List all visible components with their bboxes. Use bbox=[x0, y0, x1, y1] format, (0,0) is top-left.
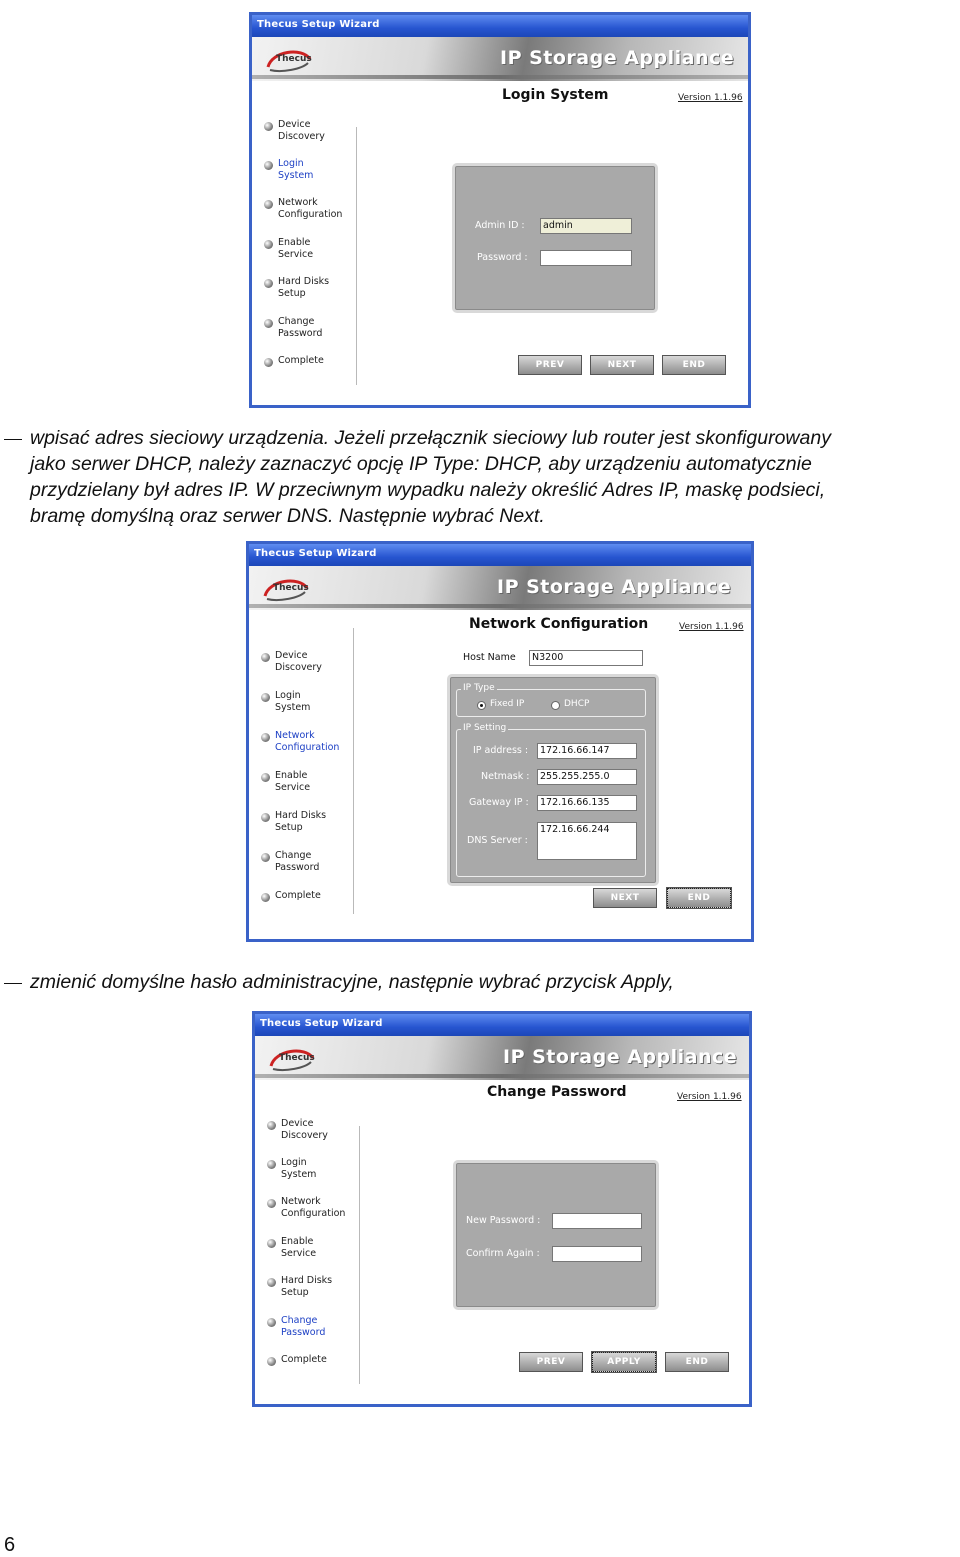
version-link[interactable]: Version 1.1.96 bbox=[678, 93, 743, 103]
paragraph-1 bbox=[30, 425, 960, 529]
version-link[interactable]: Version 1.1.96 bbox=[679, 622, 744, 632]
sidebar-item-hard-disks-setup[interactable]: Hard Disks Setup bbox=[261, 810, 361, 838]
password-wizard-window bbox=[252, 1011, 752, 1407]
dns-server-input[interactable]: 172.16.66.244 bbox=[537, 822, 637, 860]
netmask-label: Netmask : bbox=[481, 771, 530, 782]
bullet-icon bbox=[261, 653, 270, 662]
password-panel bbox=[453, 1160, 659, 1310]
bullet-icon bbox=[264, 279, 273, 288]
paragraph-1-line-1: wpisać adres sieciowy urządzenia. Jeżeli przełącznik sieciowy lub router jest skonfigurowany bbox=[30, 427, 831, 449]
next-button[interactable]: NEXT bbox=[593, 888, 657, 908]
bullet-icon bbox=[264, 161, 273, 170]
ip-setting-group bbox=[456, 723, 646, 877]
sidebar-item-change-password[interactable]: Change Password bbox=[267, 1315, 367, 1343]
page-title: Network Configuration bbox=[469, 616, 649, 632]
bullet-icon bbox=[261, 893, 270, 902]
sidebar-item-device-discovery[interactable]: Device Discovery bbox=[261, 650, 361, 678]
bullet-icon bbox=[267, 1121, 276, 1130]
end-button[interactable]: END bbox=[662, 355, 726, 375]
window-title: Thecus Setup Wizard bbox=[257, 19, 380, 30]
bullet-icon bbox=[267, 1357, 276, 1366]
sidebar-item-login-system[interactable]: Login System bbox=[267, 1157, 367, 1185]
title-bar bbox=[255, 1014, 749, 1036]
end-button[interactable]: END bbox=[667, 888, 731, 908]
gateway-ip-label: Gateway IP : bbox=[469, 797, 529, 808]
sidebar-divider bbox=[356, 127, 357, 385]
list-dash bbox=[4, 439, 22, 440]
sidebar-item-enable-service[interactable]: Enable Service bbox=[261, 770, 361, 798]
ip-type-label: IP Type bbox=[463, 683, 495, 693]
bullet-icon bbox=[261, 813, 270, 822]
password-input[interactable] bbox=[540, 250, 632, 266]
gateway-ip-input[interactable]: 172.16.66.135 bbox=[537, 795, 637, 811]
product-name: IP Storage Appliance bbox=[503, 1046, 738, 1068]
paragraph-1-line-2: jako serwer DHCP, należy zaznaczyć opcję IP Type: DHCP, aby urządzeniu automatycznie bbox=[30, 453, 812, 475]
bullet-icon bbox=[264, 122, 273, 131]
bullet-icon bbox=[264, 240, 273, 249]
confirm-again-label: Confirm Again : bbox=[466, 1248, 540, 1259]
bullet-icon bbox=[267, 1199, 276, 1208]
fixed-ip-label: Fixed IP bbox=[490, 699, 525, 709]
bullet-icon bbox=[264, 319, 273, 328]
bullet-icon bbox=[261, 693, 270, 702]
sidebar-item-enable-service[interactable]: Enable Service bbox=[267, 1236, 367, 1264]
network-panel bbox=[447, 674, 659, 886]
apply-button[interactable]: APPLY bbox=[592, 1352, 656, 1372]
version-link[interactable]: Version 1.1.96 bbox=[677, 1092, 742, 1102]
list-dash bbox=[4, 983, 22, 984]
sidebar-item-enable-service[interactable]: Enable Service bbox=[264, 237, 364, 265]
new-password-label: New Password : bbox=[466, 1215, 541, 1226]
bullet-icon bbox=[264, 200, 273, 209]
host-name-input[interactable]: N3200 bbox=[529, 650, 643, 666]
host-name-label: Host Name bbox=[463, 652, 516, 663]
login-wizard-window bbox=[249, 12, 751, 408]
sidebar-item-network-configuration[interactable]: Network Configuration bbox=[267, 1196, 367, 1224]
ip-type-group bbox=[456, 683, 646, 717]
sidebar-item-login-system[interactable]: Login System bbox=[261, 690, 361, 718]
paragraph-2: zmienić domyślne hasło administracyjne, następnie wybrać przycisk Apply, bbox=[30, 971, 674, 993]
next-button[interactable]: NEXT bbox=[590, 355, 654, 375]
dhcp-radio[interactable] bbox=[551, 701, 560, 710]
sidebar-item-device-discovery[interactable]: Device Discovery bbox=[264, 119, 364, 147]
logo-text: Thecus bbox=[273, 583, 309, 593]
dhcp-label: DHCP bbox=[564, 699, 590, 709]
sidebar-divider bbox=[359, 1126, 360, 1384]
bullet-icon bbox=[267, 1318, 276, 1327]
paragraph-1-line-4: bramę domyślną oraz serwer DNS. Następnie wybrać Next. bbox=[30, 505, 545, 527]
logo-text: Thecus bbox=[276, 54, 312, 64]
netmask-input[interactable]: 255.255.255.0 bbox=[537, 769, 637, 785]
ip-address-input[interactable]: 172.16.66.147 bbox=[537, 743, 637, 759]
login-panel bbox=[452, 163, 658, 313]
title-bar bbox=[249, 544, 751, 566]
sidebar-item-login-system[interactable]: Login System bbox=[264, 158, 364, 186]
confirm-again-input[interactable] bbox=[552, 1246, 642, 1262]
network-wizard-window bbox=[246, 541, 754, 942]
window-title: Thecus Setup Wizard bbox=[260, 1018, 383, 1029]
sidebar-item-change-password[interactable]: Change Password bbox=[261, 850, 361, 878]
sidebar-item-network-configuration[interactable]: Network Configuration bbox=[261, 730, 361, 758]
admin-id-input[interactable]: admin bbox=[540, 218, 632, 234]
page-number: 6 bbox=[4, 1534, 16, 1556]
sidebar-item-hard-disks-setup[interactable]: Hard Disks Setup bbox=[264, 276, 364, 304]
bullet-icon bbox=[261, 853, 270, 862]
ip-address-label: IP address : bbox=[473, 745, 529, 756]
sidebar-item-complete[interactable]: Complete bbox=[267, 1354, 367, 1382]
bullet-icon bbox=[267, 1160, 276, 1169]
sidebar-item-complete[interactable]: Complete bbox=[261, 890, 361, 918]
new-password-input[interactable] bbox=[552, 1213, 642, 1229]
bullet-icon bbox=[261, 773, 270, 782]
dns-server-label: DNS Server : bbox=[467, 835, 528, 846]
page-title: Change Password bbox=[487, 1084, 627, 1100]
bullet-icon bbox=[264, 358, 273, 367]
sidebar-item-complete[interactable]: Complete bbox=[264, 355, 364, 383]
prev-button[interactable]: PREV bbox=[519, 1352, 583, 1372]
end-button[interactable]: END bbox=[665, 1352, 729, 1372]
bullet-icon bbox=[267, 1278, 276, 1287]
page-title: Login System bbox=[502, 87, 609, 103]
ip-setting-label: IP Setting bbox=[463, 723, 507, 733]
window-title: Thecus Setup Wizard bbox=[254, 548, 377, 559]
sidebar-item-change-password[interactable]: Change Password bbox=[264, 316, 364, 344]
sidebar-item-device-discovery[interactable]: Device Discovery bbox=[267, 1118, 367, 1146]
logo-text: Thecus bbox=[279, 1053, 315, 1063]
product-name: IP Storage Appliance bbox=[497, 576, 732, 598]
password-label: Password : bbox=[477, 252, 528, 263]
sidebar-item-network-configuration[interactable]: Network Configuration bbox=[264, 197, 364, 225]
fixed-ip-radio[interactable] bbox=[477, 701, 486, 710]
prev-button[interactable]: PREV bbox=[518, 355, 582, 375]
sidebar-item-hard-disks-setup[interactable]: Hard Disks Setup bbox=[267, 1275, 367, 1303]
product-name: IP Storage Appliance bbox=[500, 47, 735, 69]
bullet-icon bbox=[261, 733, 270, 742]
sidebar-divider bbox=[353, 628, 354, 914]
paragraph-1-line-3: przydzielany był adres IP. W przeciwnym wypadku należy określić Adres IP, maskę podsieci, bbox=[30, 479, 826, 501]
admin-id-label: Admin ID : bbox=[475, 220, 525, 231]
title-bar bbox=[252, 15, 748, 37]
bullet-icon bbox=[267, 1239, 276, 1248]
